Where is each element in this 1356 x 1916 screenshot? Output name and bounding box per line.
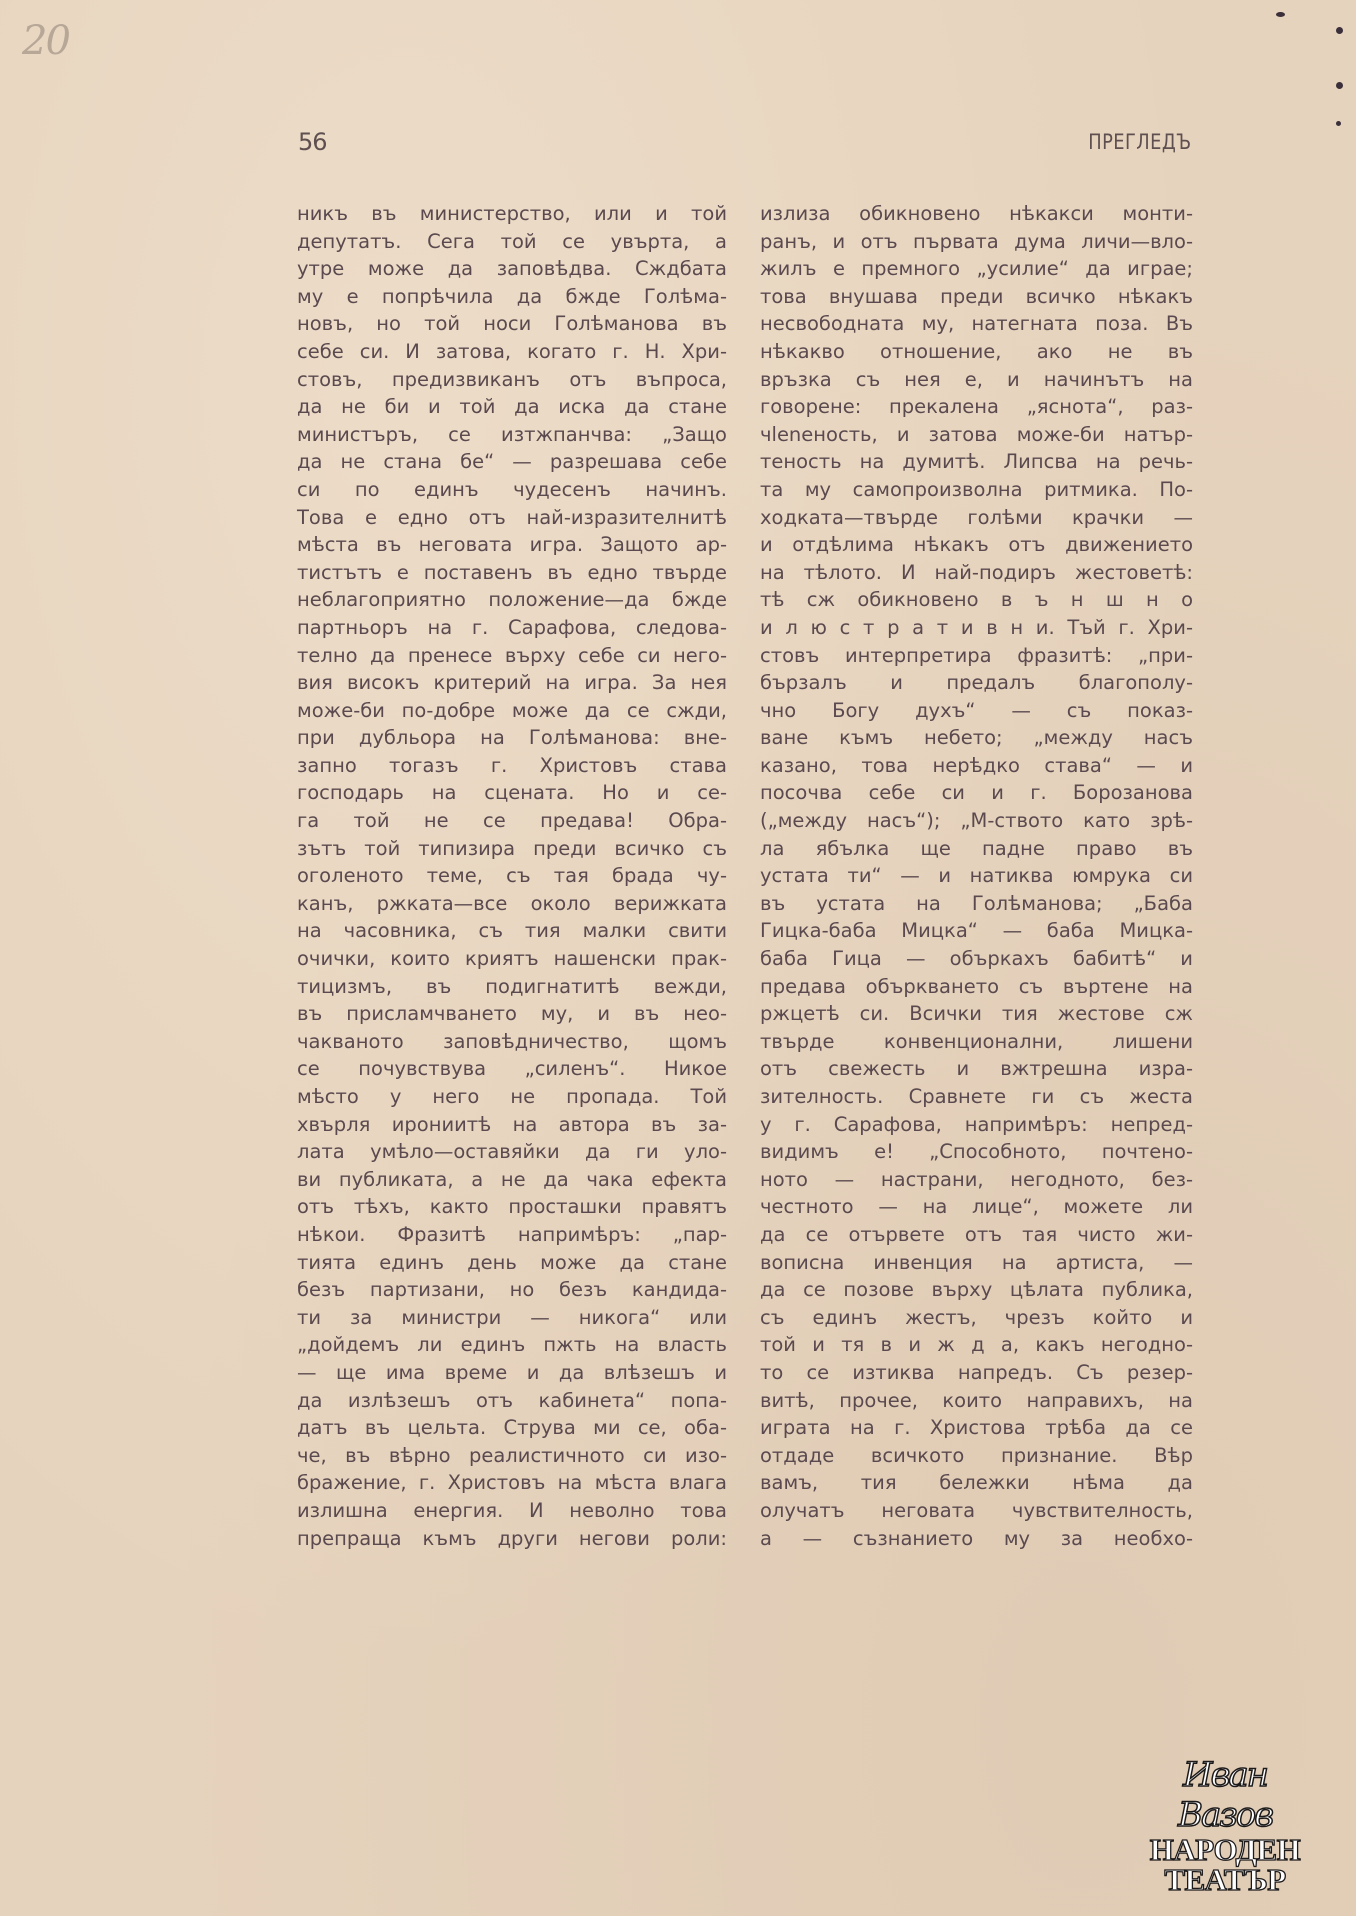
text-line: — ще има време и да влѣзешъ и [297, 1360, 727, 1384]
punch-hole-mark [1336, 82, 1343, 89]
text-line: чleneность, и затова може-би натър- [760, 422, 1193, 446]
text-line: отъ тѣхъ, както просташки правятъ [297, 1195, 727, 1219]
text-line: казано, това нерѣдко става“ — и [760, 753, 1193, 777]
text-line: нѣкои. Фразитѣ напримѣръ: „пар- [297, 1222, 727, 1246]
text-line: въ присламчването му, и въ нео- [297, 1002, 727, 1026]
text-line: господарь на сцената. Но и се- [297, 781, 727, 805]
text-line: съ единъ жестъ, чрезъ който и [760, 1305, 1193, 1329]
text-line: партньоръ на г. Сарафова, следова- [297, 615, 727, 639]
text-line: датъ въ цельта. Струва ми се, оба- [297, 1416, 727, 1440]
text-line: посочва себе си и г. Борозанова [760, 781, 1193, 805]
text-line: ранъ, и отъ първата дума личи—вло- [760, 229, 1193, 253]
text-line: канъ, ржката—все около верижката [297, 891, 727, 915]
text-line: той и тя в и ж д а, какъ негодно- [760, 1333, 1193, 1357]
text-line: ла ябълка ще падне право въ [760, 836, 1193, 860]
text-column-left [297, 200, 727, 1552]
text-line: може-би по-добре може да се сжди, [297, 698, 727, 722]
text-line: министъръ, се изтжпанчва: „Защо [297, 422, 727, 446]
text-line: („между насъ“); „М-ството като зрѣ- [760, 809, 1193, 833]
text-line: да се отървете отъ тая чисто жи- [760, 1222, 1193, 1246]
text-line: депутатъ. Сега той се увърта, а [297, 229, 727, 253]
text-line: мѣсто у него не пропада. Той [297, 1085, 727, 1108]
text-line: говорене: прекалена „яснота“, раз- [760, 395, 1193, 419]
text-line: препраща къмъ други негови роли: [297, 1526, 727, 1550]
text-line: му е попрѣчила да бжде Голѣма- [297, 284, 727, 308]
text-line: Това е едно отъ най-изразителнитѣ [297, 505, 727, 529]
text-line: стовъ, предизвиканъ отъ въпроса, [297, 367, 727, 391]
text-line: честното — на лице“, можете ли [760, 1195, 1193, 1219]
text-line: и л ю с т р а т и в н и. Тъй г. Хри- [760, 615, 1193, 639]
text-line: устата ти“ — и натиква юмрука си [760, 864, 1193, 888]
text-line: олучатъ неговата чувствителность, [760, 1498, 1193, 1522]
text-line: тията единъ день може да стане [297, 1250, 727, 1274]
text-line: лата умѣло—оставяйки да ги уло- [297, 1140, 727, 1164]
text-line: излиза обикновено нѣкакси монти- [760, 202, 1193, 225]
text-line: та му самопроизволна ритмика. По- [760, 477, 1193, 501]
running-head: ПРЕГЛЕДЪ [1087, 130, 1191, 154]
text-line: ното — настрани, негодното, без- [760, 1167, 1193, 1191]
text-line: а — съзнанието му за необхо- [760, 1526, 1193, 1550]
national-theatre-logo [1135, 1755, 1315, 1897]
text-line: тѣ сж обикновено в ъ н ш н о [760, 588, 1193, 612]
text-line: ви публиката, а не да чака ефекта [297, 1167, 727, 1191]
text-line: новъ, но той носи Голѣманова въ [297, 312, 727, 336]
text-line: предава объркването съ въртене на [760, 974, 1193, 998]
text-line: видимъ е! „Способното, почтено- [760, 1140, 1193, 1164]
text-line: ржцетѣ си. Всички тия жестове сж [760, 1002, 1193, 1026]
logo-line-2: ТЕАТЪР [1164, 1862, 1286, 1897]
text-line: себе си. И затова, когато г. Н. Хри- [297, 339, 727, 363]
text-line: у г. Сарафова, напримѣръ: непред- [760, 1112, 1193, 1136]
punch-hole-mark [1276, 12, 1285, 17]
text-line: витѣ, прочее, които направихъ, на [760, 1388, 1193, 1412]
text-line: зителность. Сравнете ги съ жеста [760, 1085, 1193, 1108]
text-line: хвърля ирониитѣ на автора въ за- [297, 1112, 727, 1136]
text-line: безъ партизани, но безъ кандида- [297, 1278, 727, 1302]
text-line: да излѣзешъ отъ кабинета“ попа- [297, 1388, 727, 1412]
punch-hole-mark [1336, 121, 1341, 126]
text-line: стовъ интерпретира фразитѣ: „при- [760, 643, 1193, 667]
text-line: неблагоприятно положение—да бжде [297, 588, 727, 612]
text-line: никъ въ министерство, или и той [297, 202, 727, 225]
text-line: Гицка-баба Мицка“ — баба Мицка- [760, 919, 1193, 943]
text-line: мѣста въ неговата игра. Защото ар- [297, 533, 727, 557]
logo-line-1: НАРОДЕН [1149, 1832, 1301, 1867]
text-line: бражение, г. Христовъ на мѣста влага [297, 1471, 727, 1495]
text-line: запно тогазъ г. Христовъ става [297, 753, 727, 777]
text-line: на тѣлото. И най-подиръ жестоветѣ: [760, 560, 1193, 584]
text-line: ване къмъ небето; „между насъ [760, 726, 1193, 750]
text-line: да не стана бе“ — разрешава себе [297, 450, 727, 474]
text-line: вописна инвенция на артиста, — [760, 1250, 1193, 1274]
text-line: да не би и той да иска да стане [297, 395, 727, 419]
logo-script-signature: Иван Вазов [1177, 1755, 1273, 1835]
text-line: га той не се предава! Обра- [297, 809, 727, 833]
text-line: то се изтиква напредъ. Съ резер- [760, 1360, 1193, 1384]
text-column-right [760, 200, 1193, 1552]
text-line: това внушава преди всичко нѣкакъ [760, 284, 1193, 308]
text-line: очички, които криятъ нашенски прак- [297, 947, 727, 971]
text-line: нѣкакво отношение, ако не въ [760, 339, 1193, 363]
text-line: тистътъ е поставенъ въ едно твърде [297, 560, 727, 584]
text-line: несвободната му, натегната поза. Въ [760, 312, 1193, 336]
punch-hole-mark [1336, 27, 1343, 34]
text-line: отъ свежесть и вжтрешна изра- [760, 1057, 1193, 1081]
text-line: вия високъ критерий на игра. За нея [297, 671, 727, 695]
text-line: си по единъ чудесенъ начинъ. [297, 477, 727, 501]
text-line: зътъ той типизира преди всичко съ [297, 836, 727, 860]
text-line: твърде конвенционални, лишени [760, 1029, 1193, 1053]
page-number: 56 [298, 128, 327, 156]
text-line: теность на думитѣ. Липсва на речь- [760, 450, 1193, 474]
text-line: „дойдемъ ли единъ пжть на власть [297, 1333, 727, 1357]
text-line: се почувствува „силенъ“. Никое [297, 1057, 727, 1081]
text-line: тицизмъ, въ подигнатитѣ вежди, [297, 974, 727, 998]
text-line: и отдѣлима нѣкакъ отъ движението [760, 533, 1193, 557]
text-line: че, въ вѣрно реалистичното си изо- [297, 1443, 727, 1467]
text-line: баба Гица — объркахъ бабитѣ“ и [760, 947, 1193, 971]
text-line: играта на г. Христова трѣба да се [760, 1416, 1193, 1440]
text-line: бързалъ и предалъ благополу- [760, 671, 1193, 695]
text-line: връзка съ нея е, и начинътъ на [760, 367, 1193, 391]
text-line: чакваното заповѣдничество, щомъ [297, 1029, 727, 1053]
text-line: телно да пренесе върху себе си него- [297, 643, 727, 667]
text-line: въ устата на Голѣманова; „Баба [760, 891, 1193, 915]
text-line: чно Богу духъ“ — съ показ- [760, 698, 1193, 722]
text-line: да се позове върху цѣлата публика, [760, 1278, 1193, 1302]
text-line: на часовника, съ тия малки свити [297, 919, 727, 943]
text-line: вамъ, тия бележки нѣма да [760, 1471, 1193, 1495]
archive-number: 20 [22, 18, 69, 64]
text-line: ходката—твърде голѣми крачки — [760, 505, 1193, 529]
text-line: излишна енергия. И неволно това [297, 1498, 727, 1522]
text-line: оголеното теме, съ тая брада чу- [297, 864, 727, 888]
text-line: утре може да заповѣдва. Сждбата [297, 257, 727, 281]
text-line: отдаде всичкото признание. Вѣр [760, 1443, 1193, 1467]
text-line: ти за министри — никога“ или [297, 1305, 727, 1329]
text-line: жилъ е премного „усилие“ да играе; [760, 257, 1193, 281]
text-line: при дубльора на Голѣманова: вне- [297, 726, 727, 750]
